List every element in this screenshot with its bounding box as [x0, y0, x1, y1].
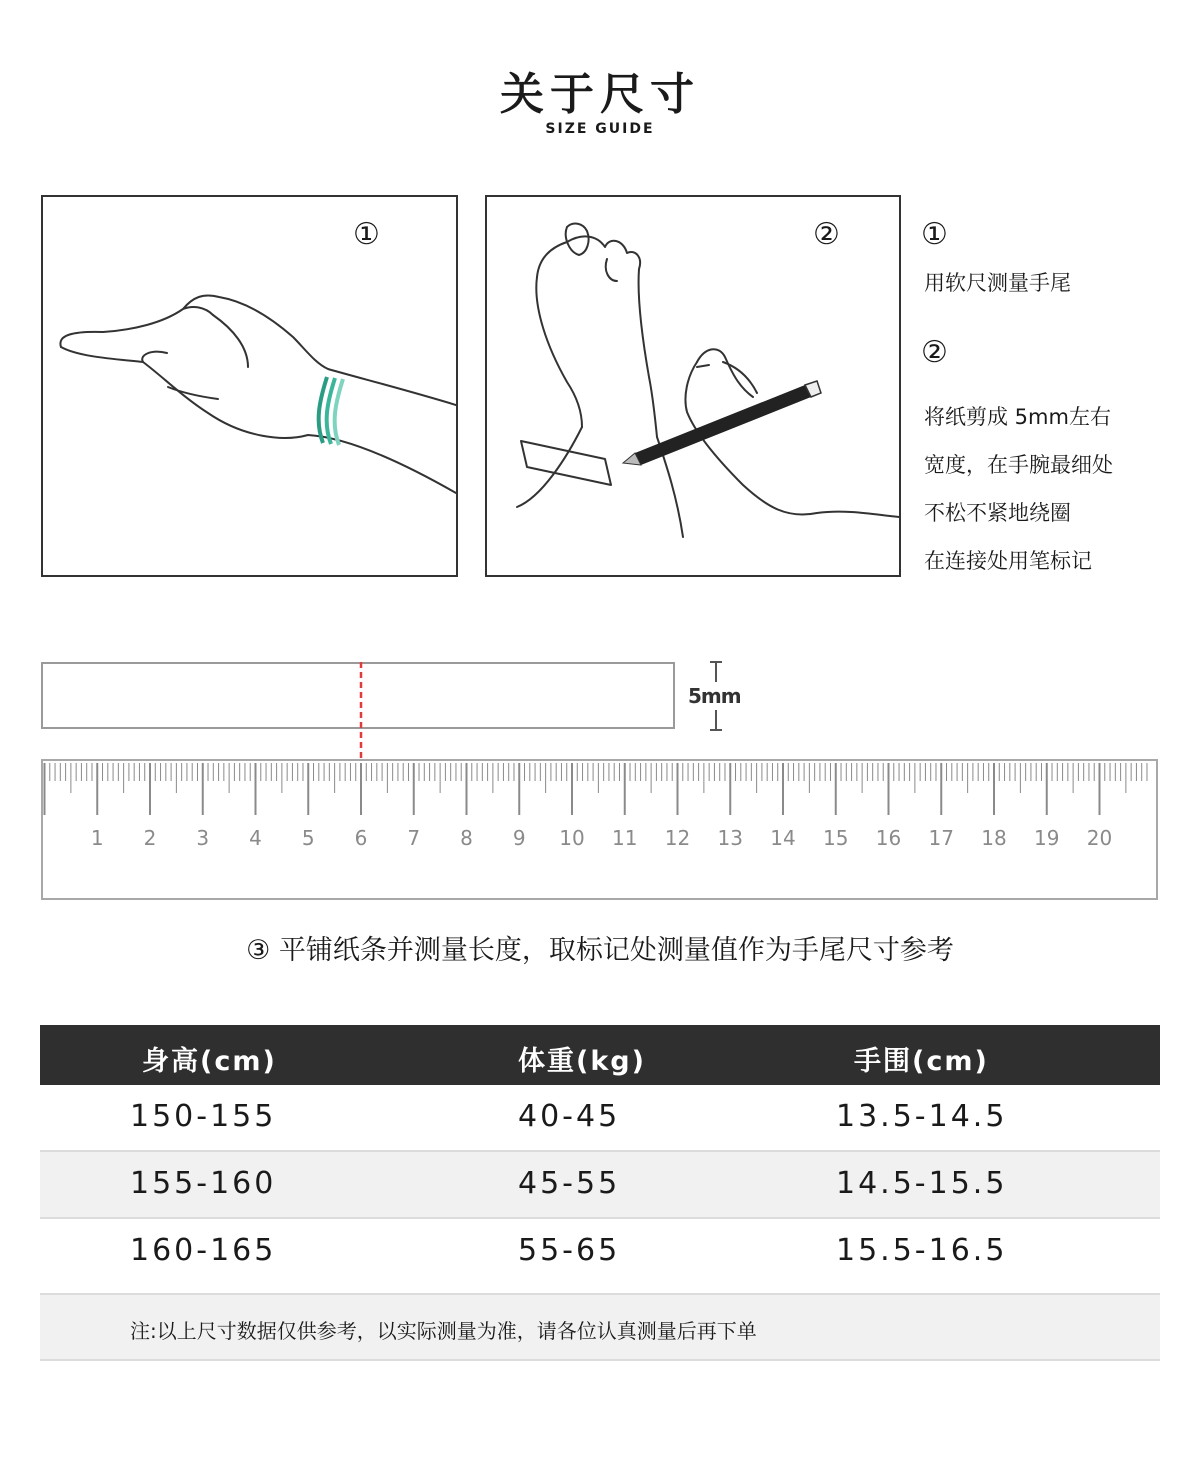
ruler-number: 19	[1034, 826, 1060, 850]
ruler-number: 3	[196, 826, 210, 850]
table-row	[40, 1219, 1160, 1295]
cell-weight: 55-65	[518, 1233, 621, 1268]
cell-height: 150-155	[130, 1099, 277, 1134]
ruler-number: 13	[717, 826, 743, 850]
ruler-number: 4	[249, 826, 262, 850]
measurement-mark-line	[358, 662, 364, 762]
hands-marking-illustration	[487, 197, 899, 575]
step-1-text: 用软尺测量手尾	[924, 271, 1071, 295]
note-text: 注:以上尺寸数据仅供参考，以实际测量为准，请各位认真测量后再下单	[130, 1319, 757, 1343]
cell-wrist: 14.5-15.5	[836, 1166, 1008, 1201]
step-2-line-3: 不松不紧地绕圈	[924, 501, 1071, 525]
page-subtitle: SIZE GUIDE	[545, 121, 655, 137]
ruler-number: 10	[559, 826, 585, 850]
ruler-number: 7	[407, 826, 421, 850]
ruler-number: 12	[664, 826, 691, 850]
panel-2-badge: ②	[813, 217, 840, 252]
cell-height: 155-160	[130, 1166, 277, 1201]
step-1-badge: ①	[921, 217, 948, 252]
strip-width-label: 5mm	[688, 684, 741, 708]
step-2-line-1: 将纸剪成 5mm左右	[924, 405, 1111, 429]
ruler-number: 14	[770, 826, 796, 850]
header-weight: 体重(kg)	[518, 1046, 646, 1077]
ruler-number: 15	[823, 826, 849, 850]
illustration-panel-2	[485, 195, 901, 577]
table-note	[40, 1295, 1160, 1361]
header-wrist: 手围(cm)	[854, 1046, 989, 1077]
ruler-number: 18	[981, 826, 1007, 850]
ruler-number: 17	[928, 826, 954, 850]
ruler-number: 2	[143, 826, 157, 850]
step-2-line-2: 宽度，在手腕最细处	[924, 453, 1113, 477]
cell-wrist: 15.5-16.5	[836, 1233, 1008, 1268]
page-title: 关于尺寸	[500, 69, 700, 120]
cell-wrist: 13.5-14.5	[836, 1099, 1008, 1134]
header-height: 身高(cm)	[142, 1046, 277, 1077]
cell-weight: 40-45	[518, 1099, 621, 1134]
ruler-number: 16	[875, 826, 902, 850]
table-row	[40, 1085, 1160, 1152]
ruler-number: 1	[90, 826, 104, 850]
table-row	[40, 1152, 1160, 1219]
ruler-number: 5	[301, 826, 315, 850]
wrist-band-illustration	[43, 197, 456, 575]
ruler-number: 20	[1086, 826, 1113, 850]
cell-height: 160-165	[130, 1233, 277, 1268]
size-table	[40, 1025, 1160, 1361]
step-2-line-4: 在连接处用笔标记	[924, 549, 1092, 573]
cell-weight: 45-55	[518, 1166, 621, 1201]
ruler-scale	[0, 755, 1200, 905]
panel-1-badge: ①	[353, 217, 380, 252]
ruler-number: 9	[512, 826, 526, 850]
ruler-number: 8	[460, 826, 473, 850]
measurement-caption: ③ 平铺纸条并测量长度，取标记处测量值作为手尾尺寸参考	[246, 935, 954, 966]
table-header	[40, 1025, 1160, 1085]
ruler-number: 11	[612, 826, 638, 850]
illustration-panel-1	[41, 195, 458, 577]
ruler-number: 6	[354, 826, 368, 850]
step-2-badge: ②	[921, 335, 948, 370]
